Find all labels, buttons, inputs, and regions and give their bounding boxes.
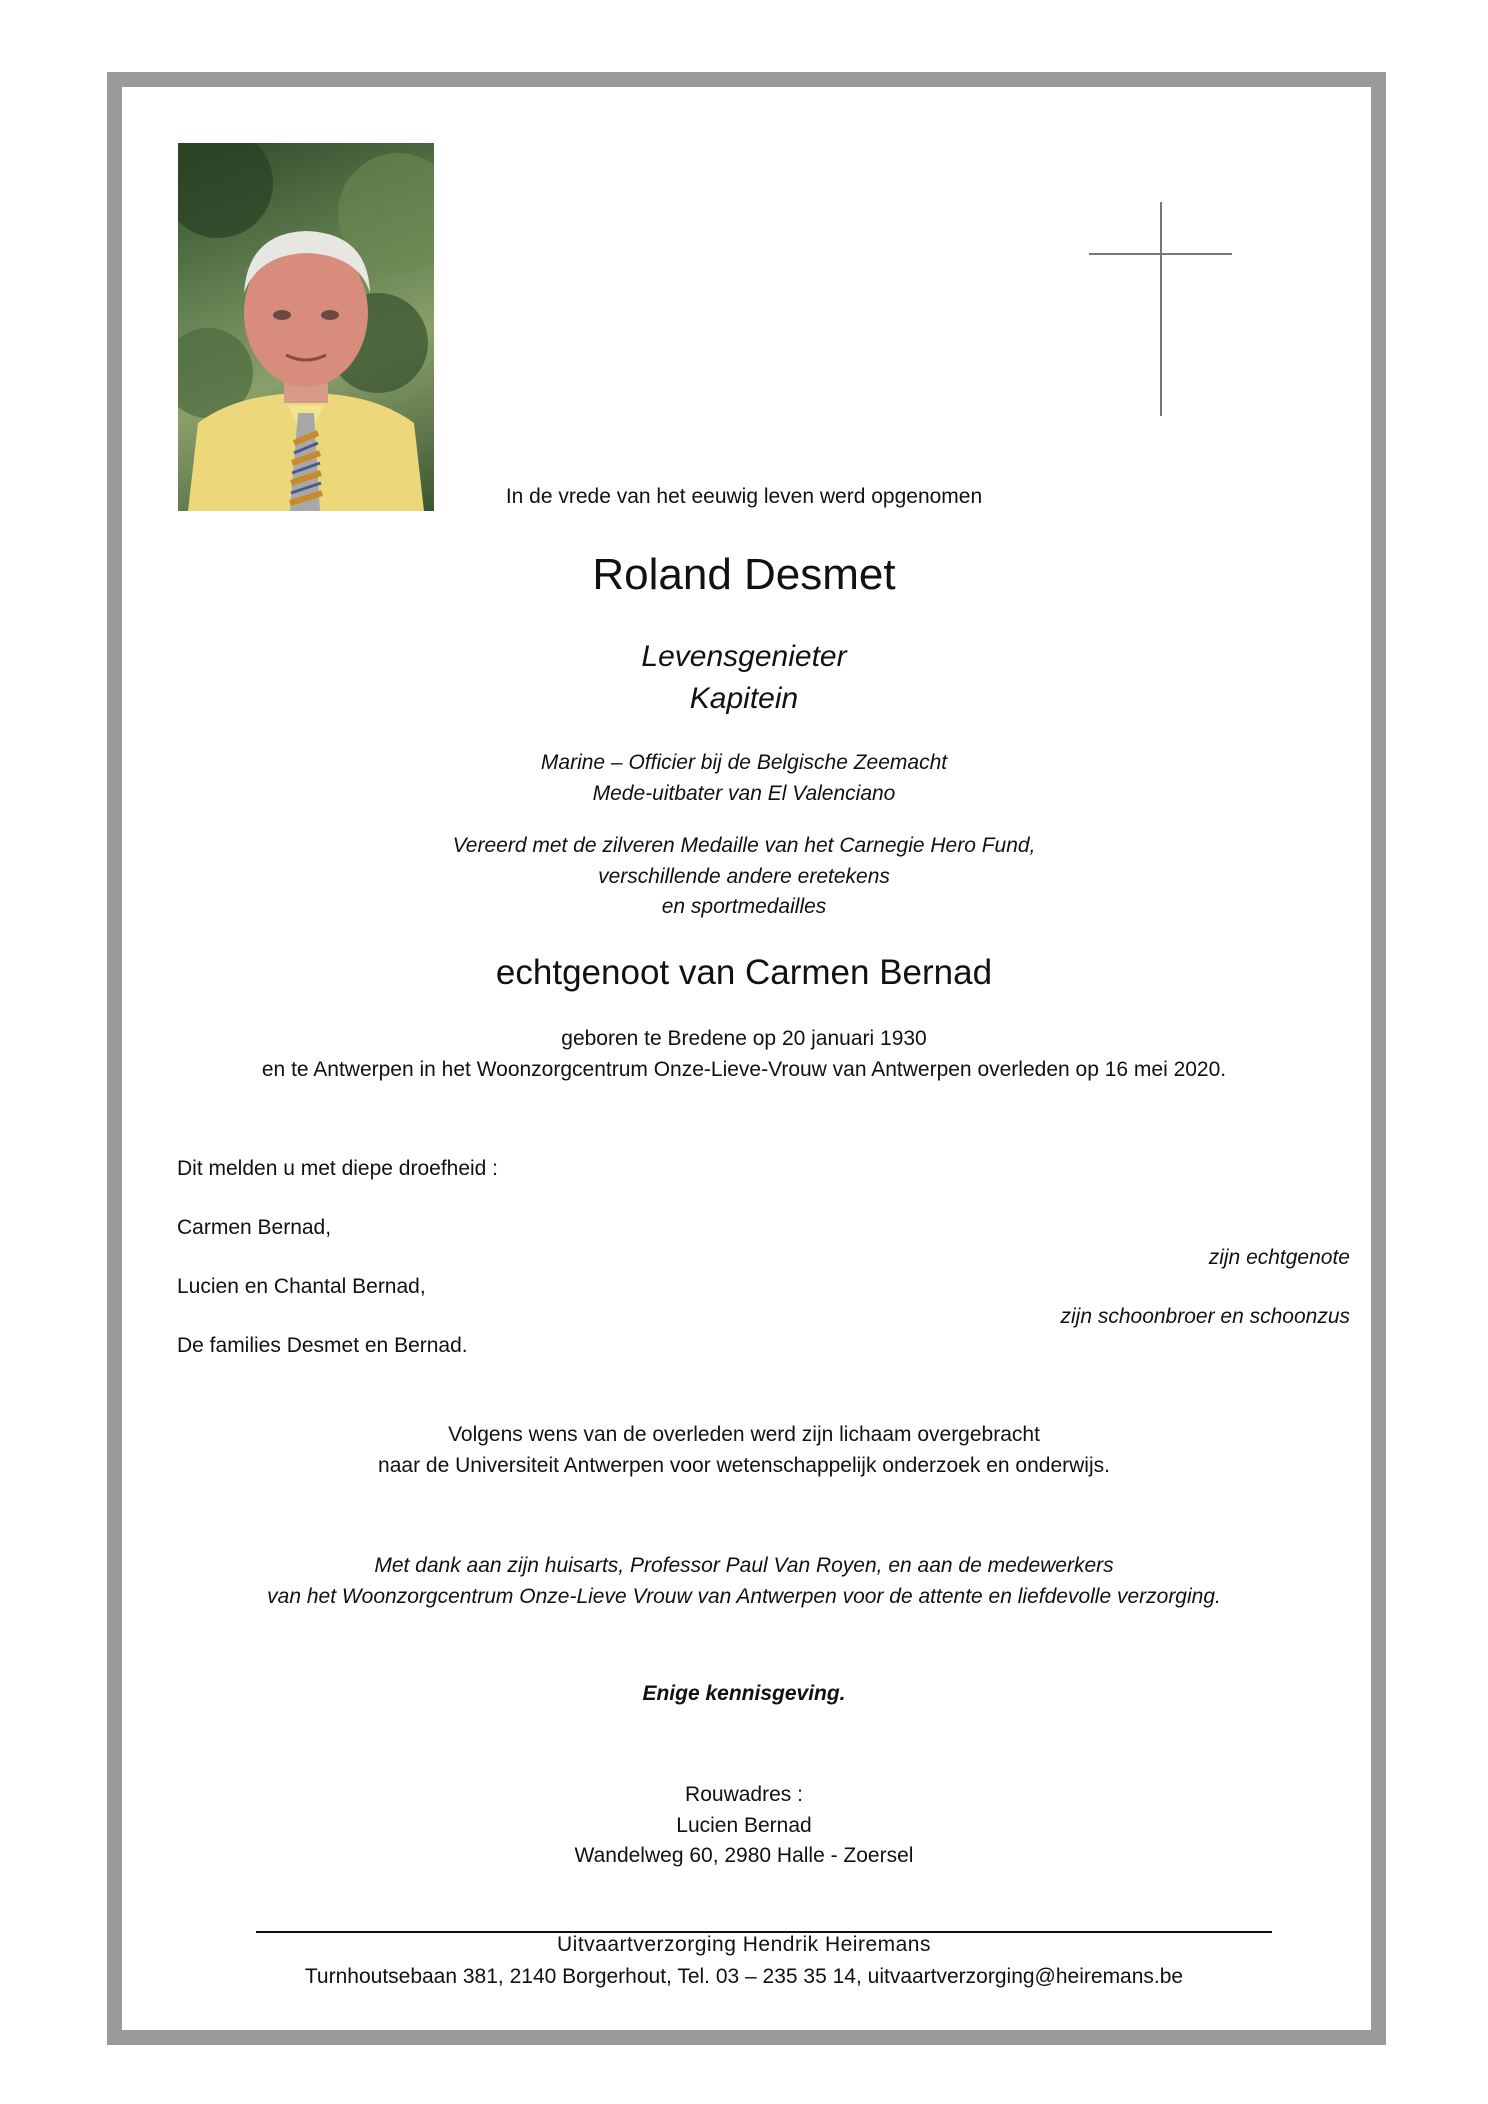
mourner-relation-2: zijn schoonbroer en schoonzus — [1060, 1305, 1350, 1328]
honours-line-2: verschillende andere eretekens — [598, 865, 890, 888]
mourner-name-2: Lucien en Chantal Bernad, — [177, 1275, 426, 1298]
notice-text: Enige kennisgeving. — [642, 1682, 846, 1705]
footer-company: Uitvaartverzorging Hendrik Heiremans — [557, 1933, 931, 1956]
donation-line-2: naar de Universiteit Antwerpen voor wetenschappelijk onderzoek en onderwijs. — [378, 1454, 1110, 1477]
mourner-name-1: Carmen Bernad, — [177, 1216, 332, 1239]
address-label: Rouwadres : — [685, 1783, 803, 1806]
career-line-1: Marine – Officier bij de Belgische Zeemacht — [540, 751, 948, 774]
portrait-photo — [178, 143, 434, 511]
spouse-line: echtgenoot van Carmen Bernad — [495, 953, 993, 992]
deceased-name: Roland Desmet — [592, 550, 896, 599]
thanks-line-2: van het Woonzorgcentrum Onze-Lieve Vrouw van Antwerpen voor de attente en liefdevolle verzorging. — [267, 1585, 1221, 1608]
intro-text: In de vrede van het eeuwig leven werd opgenomen — [505, 485, 983, 508]
honours-line-3: en sportmedailles — [661, 895, 827, 918]
mourner-name-3: De families Desmet en Bernad. — [177, 1334, 468, 1357]
cross-vertical — [1160, 202, 1162, 416]
cross-horizontal — [1089, 253, 1232, 255]
donation-line-1: Volgens wens van de overleden werd zijn lichaam overgebracht — [448, 1423, 1040, 1446]
honours-line-1: Vereerd met de zilveren Medaille van het Carnegie Hero Fund, — [452, 834, 1036, 857]
footer-contact: Turnhoutsebaan 381, 2140 Borgerhout, Tel. 03 – 235 35 14, uitvaartverzorging@heiremans.be — [304, 1965, 1184, 1988]
thanks-line-1: Met dank aan zijn huisarts, Professor Paul Van Royen, en aan de medewerkers — [374, 1554, 1114, 1577]
title-line-2: Kapitein — [689, 682, 799, 715]
career-line-2: Mede-uitbater van El Valenciano — [592, 782, 896, 805]
mourner-relation-1: zijn echtgenote — [1208, 1246, 1350, 1269]
death-text: en te Antwerpen in het Woonzorgcentrum Onze-Lieve-Vrouw van Antwerpen overleden op 16 mei 2020. — [261, 1058, 1227, 1081]
title-line-1: Levensgenieter — [641, 640, 847, 673]
announce-text: Dit melden u met diepe droefheid : — [177, 1157, 499, 1180]
birth-text: geboren te Bredene op 20 januari 1930 — [561, 1027, 927, 1050]
address-name: Lucien Bernad — [676, 1814, 812, 1837]
portrait-illustration — [178, 143, 434, 511]
address-street: Wandelweg 60, 2980 Halle - Zoersel — [574, 1844, 914, 1867]
